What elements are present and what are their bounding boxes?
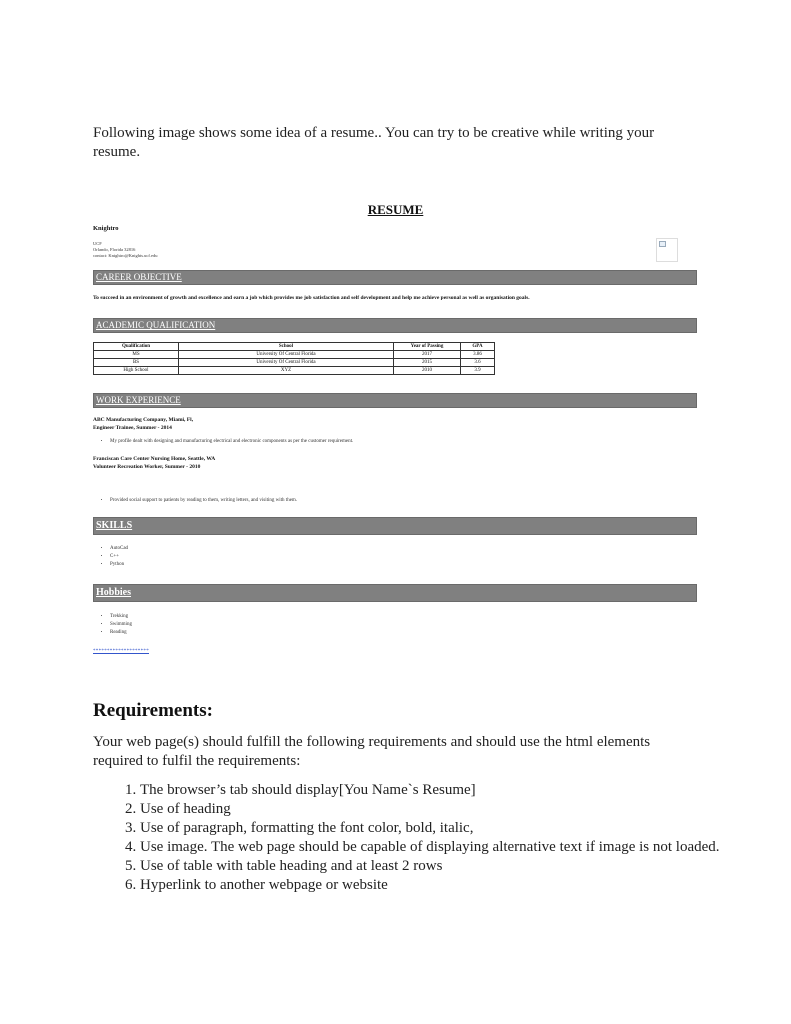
table-cell: University Of Central Florida — [179, 359, 394, 367]
requirements-list — [110, 781, 730, 895]
academic-qualification-bar — [93, 318, 697, 333]
requirements-intro: Your web page(s) should fulfill the following requirements and should use the html elements required to fulfil the requirements: — [93, 734, 651, 769]
resume-hyperlink[interactable]: ******************** — [93, 649, 149, 654]
contact-line: UCF — [93, 241, 102, 246]
section-heading: WORK EXPERIENCE — [96, 395, 181, 405]
list-item: • Reading — [110, 629, 132, 637]
skills-list — [98, 545, 128, 569]
career-objective-bar — [93, 270, 697, 285]
job-header — [93, 416, 193, 432]
list-item: • Trekking — [110, 613, 132, 621]
list-item: • AutoCad — [110, 545, 128, 553]
hobbies-bar — [93, 584, 697, 602]
section-heading: SKILLS — [96, 520, 133, 531]
table-cell: High School — [94, 367, 179, 375]
column-header: GPA — [461, 343, 495, 351]
contact-block — [93, 241, 158, 259]
section-heading: CAREER OBJECTIVE — [96, 272, 182, 282]
table-cell: 3.86 — [461, 351, 495, 359]
section-heading: Hobbies — [96, 587, 132, 598]
requirement-item: 6. Hyperlink to another webpage or website — [140, 876, 730, 895]
table-cell: BS — [94, 359, 179, 367]
requirement-item: 3. Use of paragraph, formatting the font color, bold, italic, — [140, 819, 730, 838]
job-role: Volunteer Recreation Worker, Summer - 2010 — [93, 464, 201, 470]
table-cell: 3.9 — [461, 367, 495, 375]
hobbies-list — [98, 613, 132, 637]
contact-line: Orlando, Florida 32816 — [93, 247, 136, 252]
table-cell: University Of Central Florida — [179, 351, 394, 359]
table-row — [94, 367, 495, 375]
table-header-row — [94, 343, 495, 351]
job-header — [93, 455, 215, 471]
column-header: Year of Passing — [394, 343, 461, 351]
column-header: Qualification — [94, 343, 179, 351]
requirement-item: 2. Use of heading — [140, 800, 730, 819]
table-cell: 2015 — [394, 359, 461, 367]
qualification-table — [93, 342, 495, 375]
requirement-item: 4. Use image. The web page should be capable of displaying alternative text if image is not loaded. — [140, 838, 730, 857]
table-cell: 2010 — [394, 367, 461, 375]
job-bullets — [98, 497, 690, 505]
table-row — [94, 359, 495, 367]
list-item: • C++ — [110, 553, 128, 561]
list-item: • My profile dealt with designing and manufacturing electrical and electronic components as per the customer requirement. — [110, 438, 690, 446]
table-cell: MS — [94, 351, 179, 359]
list-item: • Swimming — [110, 621, 132, 629]
resume-name: Knightro — [93, 225, 119, 232]
job-role: Engineer Trainee, Summer - 2014 — [93, 425, 172, 431]
contact-line: contact: Knightro@Knights.ucf.edu — [93, 253, 158, 258]
requirement-item: 1. The browser’s tab should display[You Name`s Resume] — [140, 781, 730, 800]
table-cell: XYZ — [179, 367, 394, 375]
job-company: Franciscan Care Center Nursing Home, Seattle, WA — [93, 456, 216, 462]
table-cell: 2017 — [394, 351, 461, 359]
job-company: ABC Manufacturing Company, Miami, Fl, — [93, 417, 194, 423]
list-item: • Provided social support to patients by reading to them, writing letters, and visiting with them. — [110, 497, 690, 505]
job-bullets — [98, 438, 690, 446]
broken-image-icon — [656, 238, 678, 262]
requirement-item: 5. Use of table with table heading and at least 2 rows — [140, 857, 730, 876]
requirements-heading: Requirements: — [93, 700, 213, 721]
skills-bar — [93, 517, 697, 535]
work-experience-bar — [93, 393, 697, 408]
table-cell: 3.6 — [461, 359, 495, 367]
resume-title: RESUME — [367, 202, 424, 217]
career-objective-text: To succeed in an environment of growth and excellence and earn a job which provides me job satisfaction and self development and help me achieve personal as well as organisation goals. — [93, 295, 530, 301]
intro-paragraph: Following image shows some idea of a resume.. You can try to be creative while writing your resume. — [93, 125, 655, 160]
column-header: School — [179, 343, 394, 351]
list-item: • Python — [110, 561, 128, 569]
section-heading: ACADEMIC QUALIFICATION — [96, 320, 216, 330]
table-row — [94, 351, 495, 359]
